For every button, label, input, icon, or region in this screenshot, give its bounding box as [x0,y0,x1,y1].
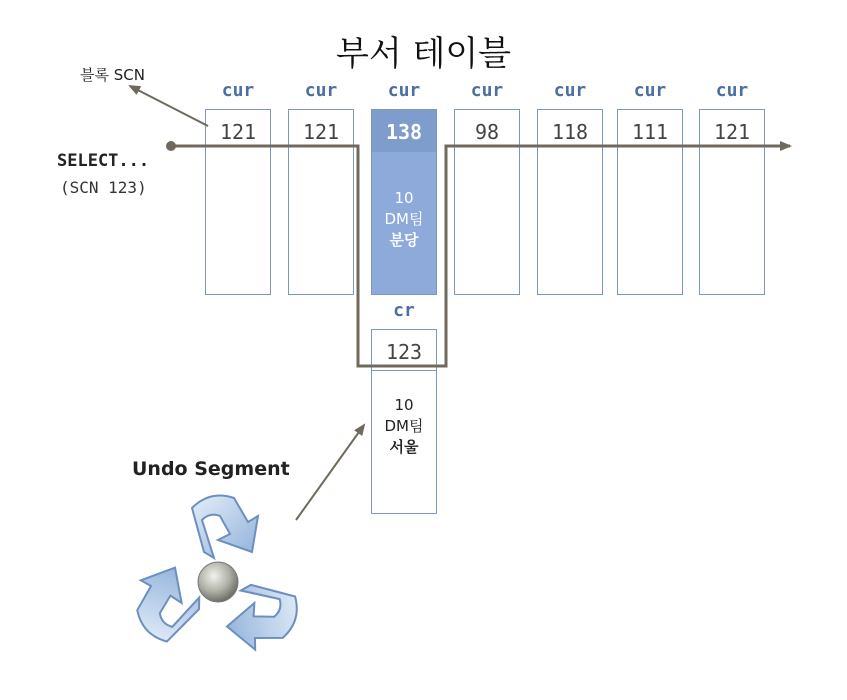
current-block-dept-name: DM팀 [384,210,424,228]
current-block-dept-no: 10 [394,189,414,207]
cr-block-header: cr [393,300,415,321]
block-scn-cell: 121 [205,109,271,153]
recycle-center-ball [198,562,238,602]
undo-segment-label: Undo Segment [132,458,290,480]
cr-block-location: 서울 [389,438,419,456]
block-scn-label: 블록 SCN [80,66,145,84]
block-scn-arrow [130,86,208,126]
block-header: cur [715,80,749,101]
block-header: cur [221,80,255,101]
scan-path-arrow [171,146,790,366]
block-scn-cell: 98 [454,109,520,153]
block-header: cur [470,80,504,101]
cr-block-scn-cell: 123 [371,329,437,373]
recycle-arrow [192,496,258,558]
block-header: cur [304,80,338,101]
diagram-title: 부서 테이블 [335,34,512,74]
block-header: cur [553,80,587,101]
recycle-arrow [123,559,210,647]
block-header: cur [387,80,421,101]
cr-block-dept-no: 10 [394,396,414,414]
block-header: cur [633,80,667,101]
block-scn-cell: 118 [537,109,603,153]
cr-block-dept-name: DM팀 [384,417,424,435]
block-scn-cell: 121 [699,109,765,153]
select-scn-label: (SCN 123) [60,178,147,197]
block-scn-cell: 111 [617,109,683,153]
current-block-scn-cell: 138 [371,109,437,153]
select-statement-label: SELECT... [57,151,150,171]
block-scn-cell: 121 [288,109,354,153]
current-block-location: 분당 [389,231,419,249]
recycle-icon [120,490,320,680]
